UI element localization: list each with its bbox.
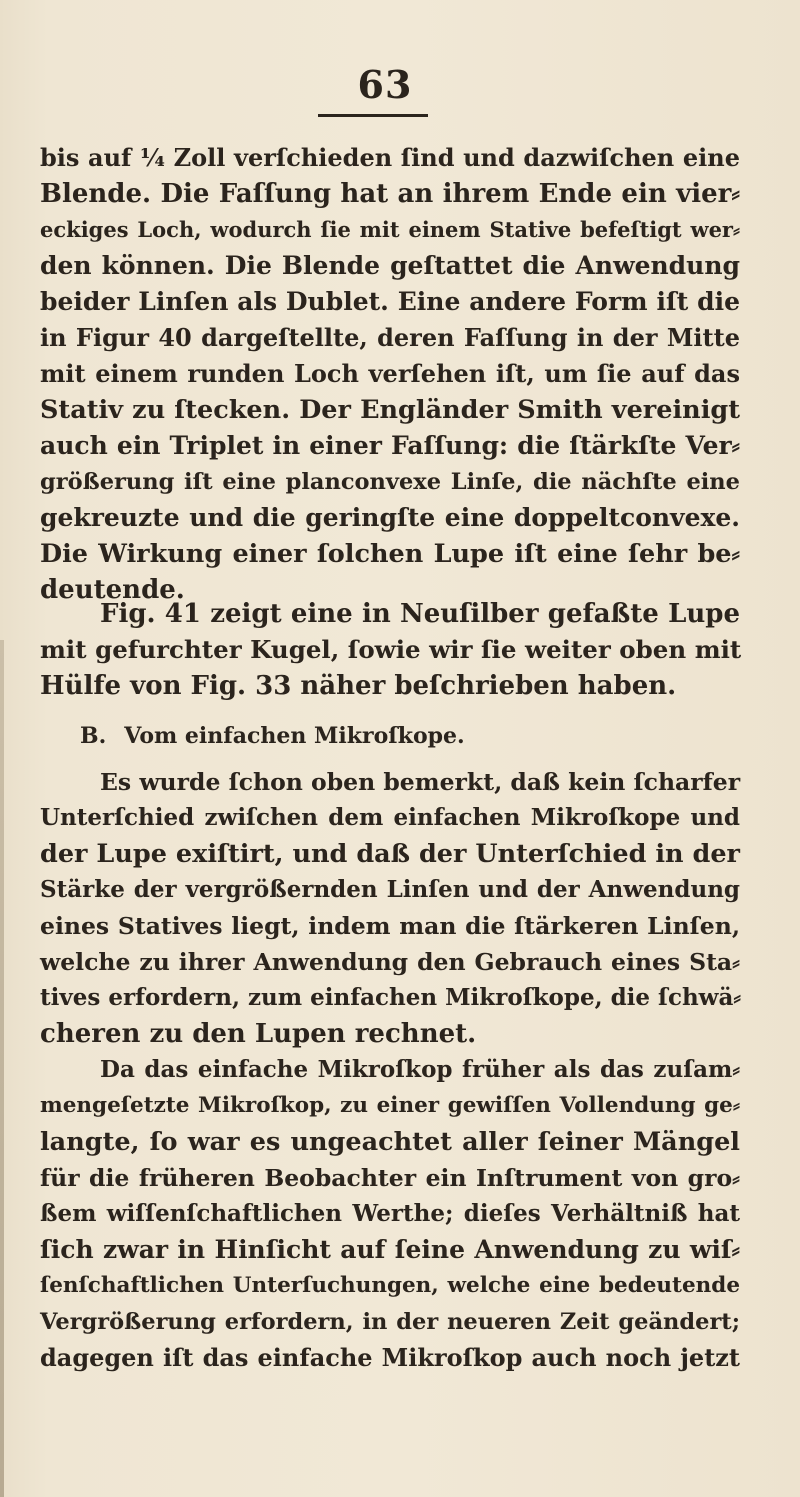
text-line: Die Wirkung einer ſolchen Lupe iſt eine ſehr be⸗ <box>40 539 740 569</box>
text-line: welche zu ihrer Anwendung den Gebrauch eines Sta⸗ <box>40 948 740 976</box>
text-line: Fig. 41 zeigt eine in Neuſilber gefaßte Lupe <box>100 599 740 629</box>
section-label: B. <box>80 723 107 749</box>
text-line: beider Linſen als Dublet. Eine andere Form iſt die <box>40 287 740 316</box>
text-line: eines Statives liegt, indem man die ſtärkeren Linſen, <box>40 912 740 940</box>
text-line: langte, ſo war es ungeachtet aller ſeiner Mängel <box>40 1127 740 1157</box>
paragraph-1 <box>40 140 740 608</box>
text-line: gekreuzte und die geringſte eine doppeltconvexe. <box>40 503 740 532</box>
text-line: ſich zwar in Hinſicht auf ſeine Anwendung zu wiſ⸗ <box>40 1235 740 1264</box>
text-line: tives erfordern, zum einfachen Mikroſkope, die ſchwä⸗ <box>40 984 742 1011</box>
text-line: auch ein Triplet in einer Faſſung: die ſtärkſte Ver⸗ <box>40 431 740 460</box>
text-line: den können. Die Blende geſtattet die Anwendung <box>40 251 740 280</box>
text-line: dagegen iſt das einfache Mikroſkop auch noch jetzt <box>40 1343 740 1372</box>
text-line: Es wurde ſchon oben bemerkt, daß kein ſcharfer <box>100 768 741 796</box>
page-edge <box>0 640 4 1497</box>
text-line: Hülfe von Fig. 33 näher beſchrieben haben. <box>40 671 677 701</box>
paragraph-3 <box>40 764 740 1052</box>
text-line: Stärke der vergrößernden Linſen und der Anwendung <box>40 876 740 903</box>
text-line: Vergrößerung erfordern, in der neueren Zeit geändert; <box>40 1309 740 1335</box>
text-line: mit einem runden Loch verſehen iſt, um ſie auf das <box>40 359 740 388</box>
text-line: ſenſchaftlichen Unterſuchungen, welche eine bedeutende <box>40 1273 740 1298</box>
text-line: mit gefurchter Kugel, ſowie wir ſie weiter oben mit <box>40 635 742 664</box>
text-line: Da das einfache Mikroſkop früher als das zuſam⸗ <box>100 1056 740 1083</box>
text-line: bis auf ¼ Zoll verſchieden ſind und dazwiſchen eine <box>40 143 740 172</box>
text-line: ßem wiſſenſchaftlichen Werthe; dieſes Verhältniß hat <box>40 1200 740 1227</box>
page-number: 63 <box>357 62 413 107</box>
text-line: cheren zu den Lupen rechnet. <box>40 1019 477 1049</box>
text-line: eckiges Loch, wodurch ſie mit einem Stative befeſtigt wer⸗ <box>40 217 740 242</box>
header-rule <box>318 114 428 117</box>
text-line: Unterſchied zwiſchen dem einfachen Mikroſkope und <box>40 804 740 831</box>
text-line: Stativ zu ſtecken. Der Engländer Smith vereinigt <box>40 395 740 425</box>
text-line: der Lupe exiſtirt, und daß der Unterſchied in der <box>40 839 740 869</box>
text-line: Blende. Die Faſſung hat an ihrem Ende ein vier⸗ <box>40 179 740 209</box>
paragraph-2 <box>40 596 740 704</box>
paragraph-4 <box>40 1052 740 1376</box>
text-line: größerung iſt eine planconvexe Linſe, die nächſte eine <box>40 469 740 495</box>
text-line: für die früheren Beobachter ein Inſtrument von gro⸗ <box>40 1164 740 1192</box>
text-line: mengeſetzte Mikroſkop, zu einer gewiſſen Vollendung ge⸗ <box>40 1093 740 1118</box>
section-title: Vom einfachen Mikroſkope. <box>124 723 465 749</box>
text-line: in Figur 40 dargeſtellte, deren Faſſung in der Mitte <box>40 323 740 352</box>
text-line: deutende. <box>40 575 185 605</box>
section-heading <box>40 718 740 754</box>
